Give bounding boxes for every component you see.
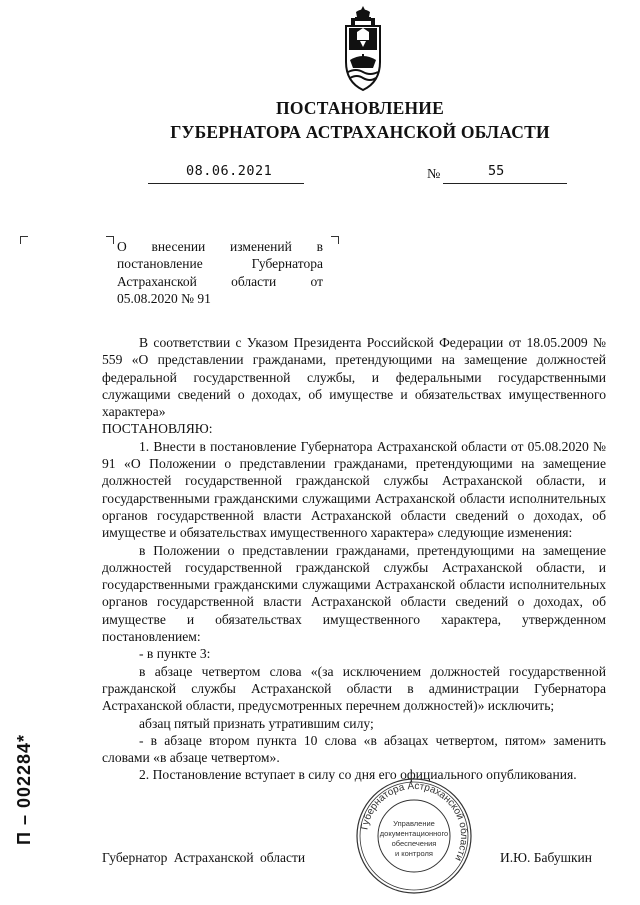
date-underline	[148, 183, 304, 184]
corner-mark-left	[20, 236, 28, 244]
stamp-line-3: обеспечения	[391, 839, 437, 848]
document-body	[102, 334, 606, 784]
document-title-line1: ПОСТАНОВЛЕНИЕ	[276, 98, 444, 118]
round-stamp	[354, 776, 474, 896]
paragraph-6: - в абзаце втором пункта 10 слова «в абзацах четвертом, пятом» заменить словами «в абзаце четвертом».	[102, 732, 606, 766]
resolve-heading: ПОСТАНОВЛЯЮ:	[102, 421, 213, 437]
stamp-line-1: Управление	[393, 819, 435, 828]
document-number: 55	[488, 163, 505, 179]
signatory-position: Губернатор Астраханской области	[102, 850, 306, 865]
paragraph-4: в абзаце четвертом слова «(за исключением должностей государственной гражданской службы Астраханской области в администрации Губернатора Астраханской области, предусмотренных перечнем должностей)» исключить;	[102, 663, 606, 714]
document-date: 08.06.2021	[186, 163, 273, 179]
signatory-name: И.Ю. Бабушкин	[500, 850, 593, 865]
paragraph-3: - в пункте 3:	[139, 646, 211, 662]
number-underline	[443, 183, 567, 184]
document-subject: О внесении изменений в постановление Губернатора Астраханской области от 05.08.2020 № 91	[117, 239, 323, 306]
paragraph-1: 1. Внести в постановление Губернатора Астраханской области от 05.08.2020 № 91 «О Положении о представлении гражданами, претендующими на замещение должностей государственной гражданской службы Астраханской области, и государственными гражданскими служащими Астраханской области исполнительных органов государственной власти Астраханской области сведений о доходах, об имуществе и обязательствах имущественного характера» следующие изменения:	[102, 438, 606, 541]
number-sign: №	[427, 167, 441, 182]
stamp-line-2: документационного	[379, 829, 449, 838]
corner-mark-subject-right	[331, 236, 339, 244]
corner-mark-subject-left	[106, 236, 114, 244]
preamble-paragraph: В соответствии с Указом Президента Российской Федерации от 18.05.2009 № 559 «О представлении гражданами, претендующими на замещение должностей федеральной государственной службы, и федеральными государственными служащими сведений о доходах, об имуществе и обязательствах имущественного характера»	[102, 335, 606, 420]
document-title-line2: ГУБЕРНАТОРА АСТРАХАНСКОЙ ОБЛАСТИ	[170, 122, 550, 142]
paragraph-2: в Положении о представлении гражданами, претендующими на замещение должностей государственной гражданской службы Астраханской области, и государственными гражданскими служащими Астраханской области исполнительных органов государственной власти Астраханской области сведений о доходах, об имуществе и обязательствах имущественного характера, утвержденном постановлением:	[102, 542, 606, 645]
side-serial-number: П – 002284*	[14, 733, 34, 845]
stamp-line-4: и контроля	[394, 849, 434, 858]
coat-of-arms-emblem	[336, 4, 390, 94]
paragraph-7: 2. Постановление вступает в силу со дня его официального опубликования.	[139, 767, 577, 783]
stamp-ring-text: Губернатора Астраханской области	[359, 780, 470, 863]
paragraph-5: абзац пятый признать утратившим силу;	[139, 715, 374, 731]
